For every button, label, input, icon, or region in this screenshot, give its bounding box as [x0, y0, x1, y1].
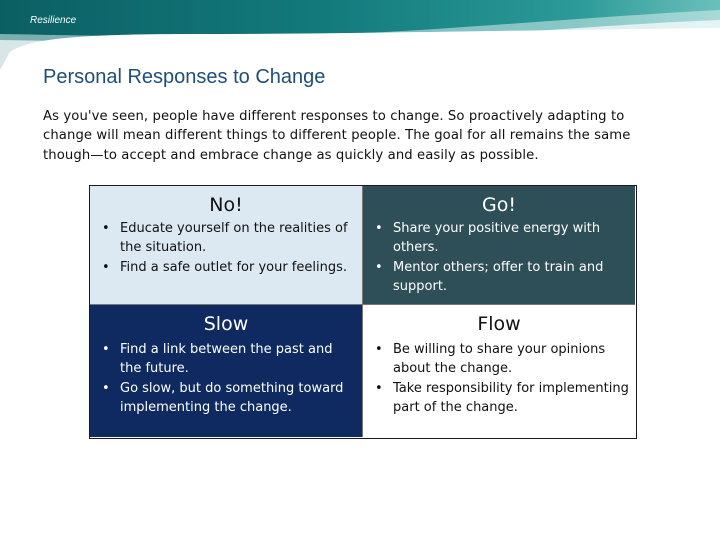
list-item: • Mentor others; offer to train and support.: [363, 258, 635, 297]
quadrant-title: Slow: [203, 313, 249, 335]
list-item: • Be willing to share your opinions about the change.: [363, 340, 635, 379]
quadrant-list: [90, 219, 362, 277]
quadrant-list: [363, 340, 635, 417]
list-item: • Go slow, but do something toward implementing the change.: [90, 379, 362, 418]
quadrant-slow: [90, 305, 363, 437]
quadrant-list: [363, 219, 635, 296]
response-matrix: [89, 185, 637, 439]
intro-paragraph: As you've seen, people have different responses to change. So proactively adapting to change will mean different things to different people. The goal for all remains the same though—to accept and embrace change as quickly and easily as possible.: [43, 109, 631, 163]
list-item: • Take responsibility for implementing part of the change.: [363, 379, 635, 418]
slide-title: Personal Responses to Change: [43, 66, 326, 88]
section-label: Resilience: [30, 15, 77, 26]
list-item: • Share your positive energy with others.: [363, 219, 635, 258]
quadrant-go: [363, 186, 635, 305]
quadrant-title: Flow: [477, 313, 521, 335]
quadrant-title: No!: [209, 194, 243, 216]
list-item: • Find a safe outlet for your feelings.: [90, 258, 362, 277]
quadrant-flow: [363, 305, 635, 437]
quadrant-no: [90, 186, 363, 305]
list-item: • Educate yourself on the realities of the situation.: [90, 219, 362, 258]
quadrant-list: [90, 340, 362, 417]
quadrant-title: Go!: [482, 194, 516, 216]
list-item: • Find a link between the past and the future.: [90, 340, 362, 379]
